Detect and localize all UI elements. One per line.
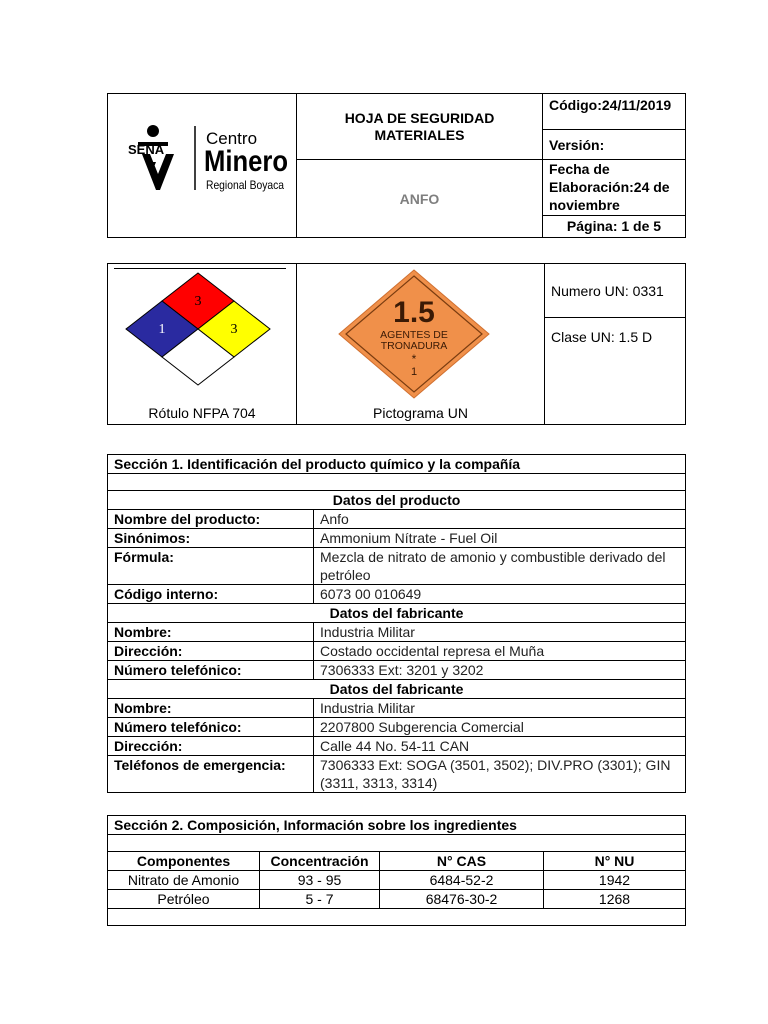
table-header-row	[108, 852, 686, 871]
section-1-title: Sección 1. Identificación del producto químico y la compañía	[108, 455, 686, 474]
table-row: Nombre del producto: Anfo	[108, 510, 686, 529]
document-code: Código:24/11/2019	[543, 94, 686, 130]
column-header: Concentración	[260, 852, 380, 871]
sena-figure-icon	[138, 125, 174, 190]
hazard-labels	[107, 263, 686, 425]
nfpa-reactivity-value: 3	[230, 322, 238, 337]
un-division-number: 1.5	[393, 296, 435, 329]
nfpa-cell	[108, 264, 297, 425]
logo-cell	[108, 94, 297, 238]
table-row: Nitrato de Amonio 93 - 95 6484-52-2 1942	[108, 871, 686, 890]
product-name: ANFO	[297, 160, 543, 238]
nfpa-fire-value: 1	[158, 322, 166, 337]
table-row: Nombre: Industria Militar	[108, 699, 686, 718]
nfpa-caption: Rótulo NFPA 704	[148, 405, 256, 421]
svg-text:Centro: Centro	[206, 129, 258, 148]
document-date: Fecha de Elaboración:24 de noviembre	[543, 160, 685, 216]
table-row: Número telefónico: 2207800 Subgerencia Comercial	[108, 718, 686, 737]
sena-wordmark: SENA	[128, 142, 165, 157]
table-row: Dirección: Costado occidental represa el Muña	[108, 642, 686, 661]
table-row: Nombre: Industria Militar	[108, 623, 686, 642]
table-row: Número telefónico: 7306333 Ext: 3201 y 3202	[108, 661, 686, 680]
document-title: HOJA DE SEGURIDAD MATERIALES	[297, 94, 543, 160]
manufacturer-data-header: Datos del fabricante	[108, 604, 686, 623]
document-page: Página: 1 de 5	[566, 218, 662, 235]
document-version: Versión:	[543, 129, 686, 160]
un-class: Clase UN: 1.5 D	[545, 318, 686, 425]
section-2-title: Sección 2. Composición, Información sobre los ingredientes	[108, 816, 686, 835]
table-row: Petróleo 5 - 7 68476-30-2 1268	[108, 890, 686, 909]
svg-text:TRONADURA: TRONADURA	[380, 340, 448, 352]
table-row: Dirección: Calle 44 No. 54-11 CAN	[108, 737, 686, 756]
svg-text:AGENTES DE: AGENTES DE	[380, 329, 448, 341]
un-pictogram-caption: Pictograma UN	[373, 405, 468, 421]
column-header: Componentes	[108, 852, 260, 871]
svg-text:Minero: Minero	[204, 145, 288, 178]
section-2-composition	[107, 815, 686, 926]
svg-text:1: 1	[410, 366, 418, 378]
un-number: Numero UN: 0331	[545, 264, 686, 318]
sena-centro-minero-logo	[108, 94, 296, 233]
column-header: N° NU	[544, 852, 686, 871]
un-pictogram-cell	[297, 264, 545, 425]
svg-text:*: *	[411, 352, 417, 366]
document-header	[107, 93, 686, 238]
section-1-identification	[107, 454, 686, 793]
table-row: Código interno: 6073 00 010649	[108, 585, 686, 604]
table-row: Sinónimos: Ammonium Nítrate - Fuel Oil	[108, 529, 686, 548]
svg-text:Regional Boyaca: Regional Boyaca	[206, 178, 285, 192]
nfpa-health-value: 3	[194, 294, 202, 309]
un-explosive-pictogram-icon	[297, 264, 544, 424]
table-row: Fórmula: Mezcla de nitrato de amonio y combustible derivado del petróleo	[108, 548, 686, 585]
manufacturer-data-header-2: Datos del fabricante	[108, 680, 686, 699]
nfpa-704-diamond-icon	[108, 264, 296, 424]
product-data-header: Datos del producto	[108, 491, 686, 510]
column-header: N° CAS	[380, 852, 544, 871]
table-row: Teléfonos de emergencia: 7306333 Ext: SOGA (3501, 3502); DIV.PRO (3301); GIN (3311, 3313, 3314)	[108, 756, 686, 793]
